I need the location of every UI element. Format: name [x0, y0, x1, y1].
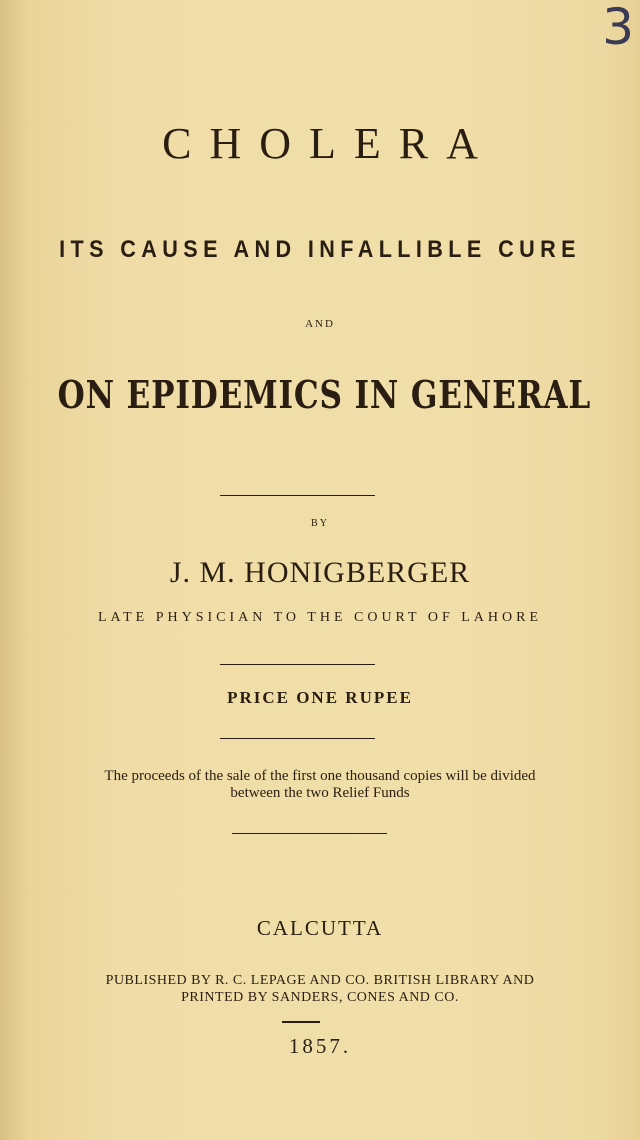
divider-rule: [220, 495, 375, 496]
book-subtitle-secondary: ON EPIDEMICS IN GENERAL: [57, 372, 592, 417]
publication-year: 1857.: [288, 1034, 352, 1058]
divider-rule: [232, 833, 387, 834]
proceeds-note-line: between the two Relief Funds: [230, 785, 410, 801]
publisher-imprint: [20, 972, 620, 1006]
divider-rule: [220, 738, 375, 739]
page-number-mark: 3: [602, 0, 634, 56]
by-text: BY: [311, 518, 329, 529]
publication-city: CALCUTTA: [256, 916, 384, 940]
conjunction-text: AND: [305, 318, 335, 330]
proceeds-note-line: The proceeds of the sale of the first one thousand copies will be divided: [104, 768, 536, 784]
author-name: J. M. HONIGBERGER: [169, 556, 471, 589]
proceeds-note: [70, 768, 570, 802]
printer-line: PRINTED BY SANDERS, CONES AND CO.: [181, 990, 459, 1005]
divider-rule: [220, 664, 375, 665]
publisher-line: PUBLISHED BY R. C. LEPAGE AND CO. BRITISH LIBRARY AND: [105, 973, 535, 988]
book-title: CHOLERA: [162, 119, 496, 168]
divider-rule: [282, 1021, 320, 1023]
author-position: LATE PHYSICIAN TO THE COURT OF LAHORE: [97, 610, 543, 625]
price-text: PRICE ONE RUPEE: [227, 688, 413, 707]
book-subtitle: ITS CAUSE AND INFALLIBLE CURE: [59, 236, 581, 263]
